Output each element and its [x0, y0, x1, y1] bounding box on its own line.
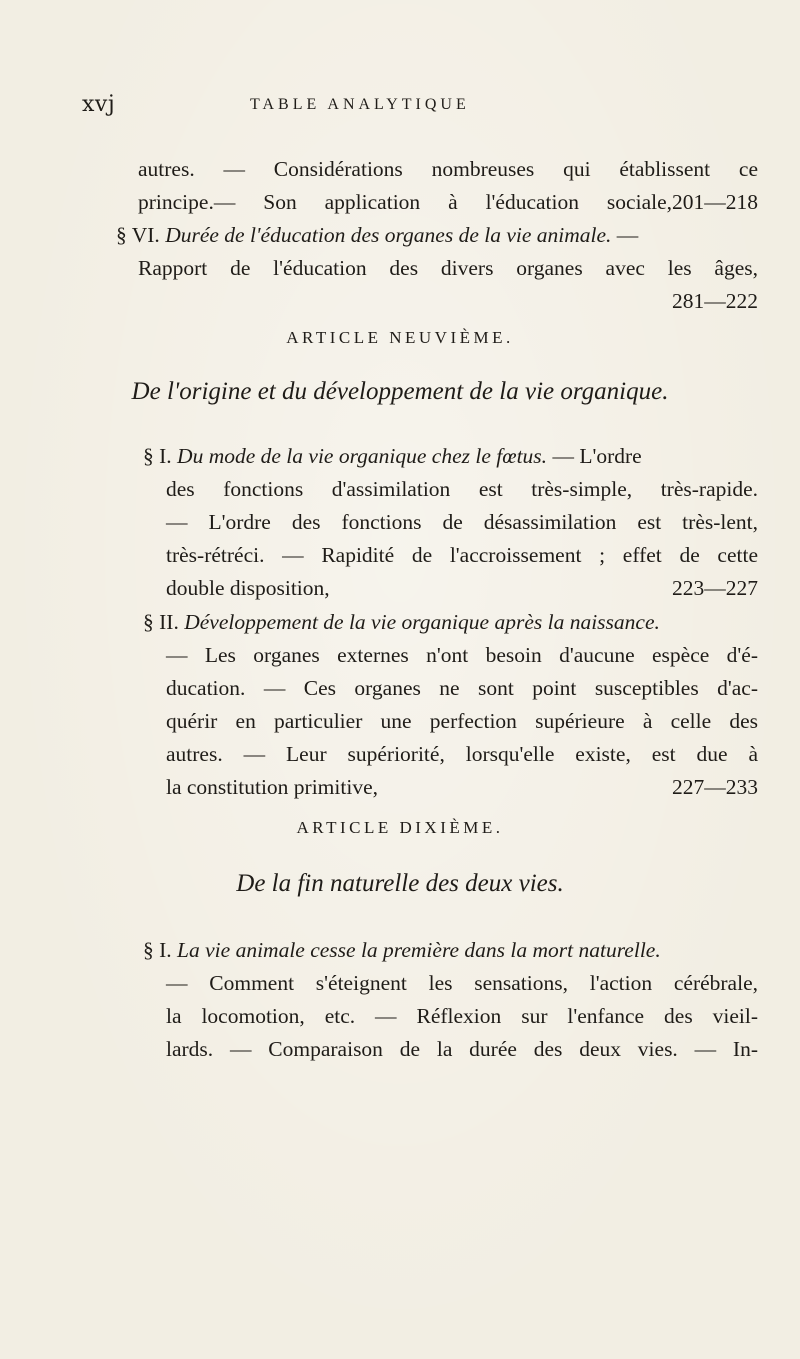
text-line: la constitution primitive, [166, 775, 378, 799]
text-line: double disposition, [166, 576, 330, 600]
text-line: lards. — Comparaison de la durée des deux vies. — In- [166, 1037, 758, 1061]
article-9-section-2-body [166, 639, 758, 804]
text-line: — Les organes externes n'ont besoin d'aucune espèce d'é- [166, 643, 758, 667]
text-line: — Comment s'éteignent les sensations, l'action cérébrale, [166, 971, 758, 995]
article-10-title: De la fin naturelle des deux vies. [236, 870, 564, 897]
running-head [82, 92, 782, 122]
section-title: Durée de l'éducation des organes de la vie animale. [165, 223, 612, 247]
article-10-section-1-body [166, 967, 758, 1066]
page-range: 281—222 [672, 289, 758, 313]
article-9-label: ARTICLE NEUVIÈME. [286, 328, 514, 347]
article-9-section-1: § I. Du mode de la vie organique chez le fœtus. — L'ordre [143, 444, 642, 468]
text-line: principe.— Son application à l'éducation sociale,201—218 [138, 190, 758, 214]
article-9-title: De l'origine et du développement de la vie organique. [131, 378, 669, 405]
continuation-block [138, 153, 758, 219]
section-6-heading: § VI. Durée de l'éducation des organes de la vie animale. — [116, 223, 639, 247]
section-sign: § VI. [116, 223, 160, 247]
text-line: la locomotion, etc. — Réflexion sur l'enfance des vieil- [166, 1004, 758, 1028]
article-9-section-2 [143, 606, 758, 639]
section-sign: § II. [143, 610, 179, 634]
text-line: Rapport de l'éducation des divers organes avec les âges, [138, 256, 758, 280]
text-line: quérir en particulier une perfection supérieure à celle des [166, 709, 758, 733]
section-title: Du mode de la vie organique chez le fœtus. [177, 444, 548, 468]
text-line: — L'ordre des fonctions de désassimilation est très-lent, [166, 510, 758, 534]
text-line: très-rétréci. — Rapidité de l'accroissement ; effet de cette [166, 543, 758, 567]
article-10-label: ARTICLE DIXIÈME. [296, 818, 504, 837]
article-10-section-1 [143, 934, 758, 967]
text-line: autres. — Leur supériorité, lorsqu'elle existe, est due à [166, 742, 758, 766]
section-title: Développement de la vie organique après la naissance. [184, 610, 660, 634]
page-range: 223—227 [672, 576, 758, 600]
running-title: TABLE ANALYTIQUE [250, 96, 470, 113]
text-line: des fonctions d'assimilation est très-simple, très-rapide. [166, 477, 758, 501]
text-line: autres. — Considérations nombreuses qui établissent ce [138, 157, 758, 181]
section-title: La vie animale cesse la première dans la mort naturelle. [177, 938, 661, 962]
section-sign: § I. [143, 444, 172, 468]
article-9-section-1-body [166, 473, 758, 605]
page-number: xvj [82, 92, 116, 117]
page-range: 227—233 [672, 775, 758, 799]
section-6-body [138, 252, 758, 318]
text-line: ducation. — Ces organes ne sont point susceptibles d'ac- [166, 676, 758, 700]
section-sign: § I. [143, 938, 172, 962]
